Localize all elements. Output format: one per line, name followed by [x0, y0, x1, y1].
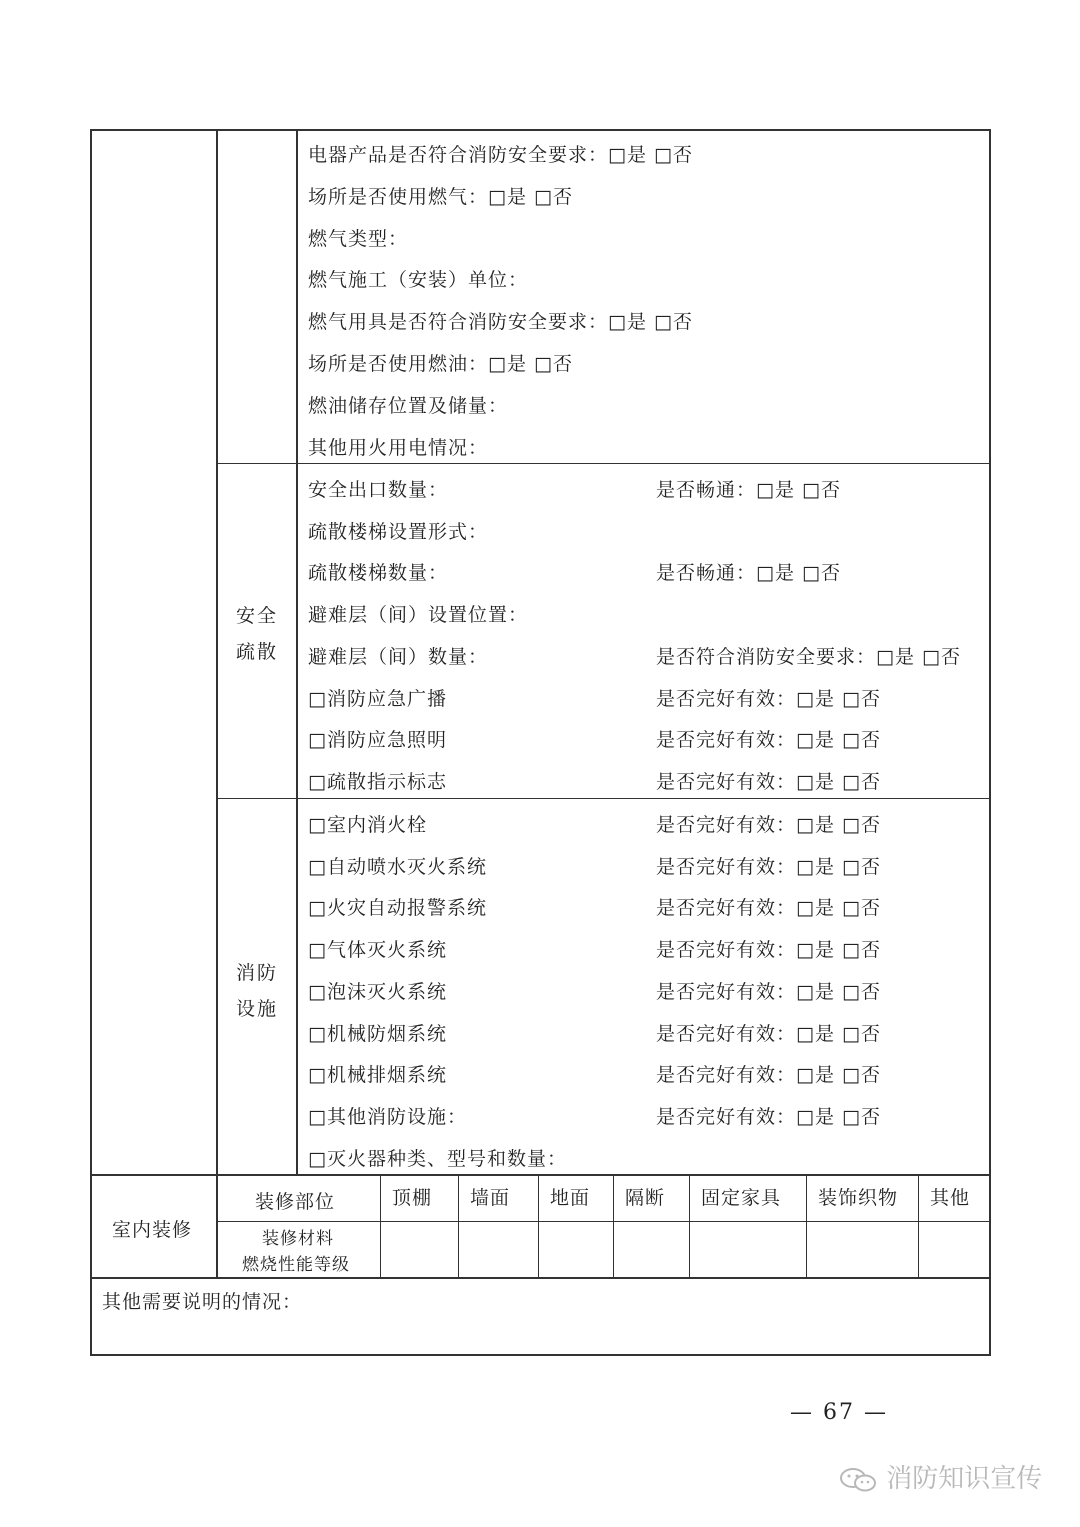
material-label-line2: 燃烧性能等级: [242, 1255, 350, 1275]
decoration-column-header: 装饰织物: [818, 1187, 899, 1209]
decoration-header-label: 装修部位: [255, 1191, 336, 1213]
energy-row-text: 场所是否使用燃气：□是 □否: [308, 185, 573, 208]
facility-item: □气体灭火系统: [308, 939, 447, 962]
decoration-column-header: 固定家具: [701, 1187, 782, 1209]
decoration-column-divider: [806, 1174, 807, 1277]
table-right-border: [989, 129, 991, 1356]
watermark-text: 消防知识宣传: [886, 1464, 1043, 1494]
facility-check: 是否完好有效：□是 □否: [656, 897, 881, 920]
section-divider-notes: [90, 1277, 991, 1279]
evacuation-check: 是否畅通：□是 □否: [656, 562, 841, 585]
evacuation-item: 疏散楼梯设置形式：: [308, 520, 489, 543]
decoration-row-divider: [216, 1221, 991, 1222]
facilities-label-1: 消防: [235, 962, 278, 984]
facility-check: 是否完好有效：□是 □否: [656, 814, 881, 836]
energy-row-text: 燃气用具是否符合消防安全要求：□是 □否: [308, 311, 693, 334]
table-top-border: [90, 129, 991, 131]
decoration-column-header: 墙面: [470, 1187, 511, 1209]
decoration-column-header: 地面: [550, 1187, 591, 1209]
facility-item: □机械排烟系统: [308, 1064, 447, 1087]
energy-row-text: 其他用火用电情况：: [308, 436, 489, 459]
evacuation-item: 安全出口数量：: [308, 479, 449, 501]
section-divider-decoration: [90, 1174, 991, 1176]
energy-row-text: 燃气施工（安装）单位：: [308, 269, 529, 292]
decoration-label: 室内装修: [112, 1219, 193, 1241]
facility-item: □火灾自动报警系统: [308, 897, 487, 920]
notes-label: 其他需要说明的情况：: [102, 1291, 303, 1313]
decoration-column-divider: [538, 1174, 539, 1277]
page-number: — 67 —: [790, 1400, 888, 1425]
evacuation-item: 疏散楼梯数量：: [308, 562, 449, 585]
facilities-label-2: 设施: [235, 998, 278, 1020]
wechat-icon: [838, 1465, 878, 1495]
evacuation-check: 是否完好有效：□是 □否: [656, 687, 881, 710]
energy-row-text: 电器产品是否符合消防安全要求：□是 □否: [308, 144, 693, 166]
facility-item: □机械防烟系统: [308, 1022, 447, 1045]
facility-check: 是否完好有效：□是 □否: [656, 980, 881, 1003]
facility-check: 是否完好有效：□是 □否: [656, 1064, 881, 1087]
subcategory-divider: [296, 129, 298, 1175]
energy-row-text: 燃气类型：: [308, 227, 409, 250]
evacuation-item: □疏散指示标志: [308, 770, 447, 793]
facility-item: □自动喷水灭火系统: [308, 855, 487, 878]
decoration-column-header: 其他: [930, 1187, 971, 1209]
evacuation-check: 是否完好有效：□是 □否: [656, 770, 881, 793]
facility-check: 是否完好有效：□是 □否: [656, 855, 881, 878]
table-left-border: [90, 129, 92, 1356]
section-divider-facilities: [216, 798, 991, 799]
facility-check: 是否完好有效：□是 □否: [656, 1022, 881, 1045]
watermark: [838, 1458, 1042, 1495]
decoration-column-divider: [380, 1174, 381, 1277]
evacuation-item: 避难层（间）数量：: [308, 645, 489, 668]
decoration-label-divider: [216, 1174, 218, 1277]
evacuation-check: 是否完好有效：□是 □否: [656, 729, 881, 752]
facility-check: 是否完好有效：□是 □否: [656, 939, 881, 962]
facility-check: 是否完好有效：□是 □否: [656, 1105, 881, 1128]
facility-item: □其他消防设施：: [308, 1105, 467, 1128]
evacuation-item: □消防应急照明: [308, 729, 447, 752]
table-bottom-border: [90, 1354, 991, 1356]
material-label-line1: 装修材料: [262, 1229, 334, 1249]
facility-item: □室内消火栓: [308, 814, 427, 836]
evacuation-label-1: 安全: [235, 605, 278, 627]
decoration-column-divider: [458, 1174, 459, 1277]
section-divider-evacuation: [216, 463, 991, 464]
decoration-column-divider: [613, 1174, 614, 1277]
energy-row-text: 燃油储存位置及储量：: [308, 394, 509, 417]
evacuation-label-2: 疏散: [235, 641, 278, 663]
evacuation-check: 是否符合消防安全要求：□是 □否: [656, 645, 961, 668]
facility-item: □泡沫灭火系统: [308, 980, 447, 1003]
energy-row-text: 场所是否使用燃油：□是 □否: [308, 353, 573, 375]
decoration-column-divider: [918, 1174, 919, 1277]
decoration-column-header: 隔断: [625, 1187, 666, 1209]
facility-item: □灭火器种类、型号和数量：: [308, 1147, 567, 1170]
decoration-column-divider: [689, 1174, 690, 1277]
decoration-column-header: 顶棚: [392, 1187, 433, 1209]
evacuation-check: 是否畅通：□是 □否: [656, 479, 841, 501]
evacuation-item: □消防应急广播: [308, 687, 447, 710]
evacuation-item: 避难层（间）设置位置：: [308, 604, 529, 627]
